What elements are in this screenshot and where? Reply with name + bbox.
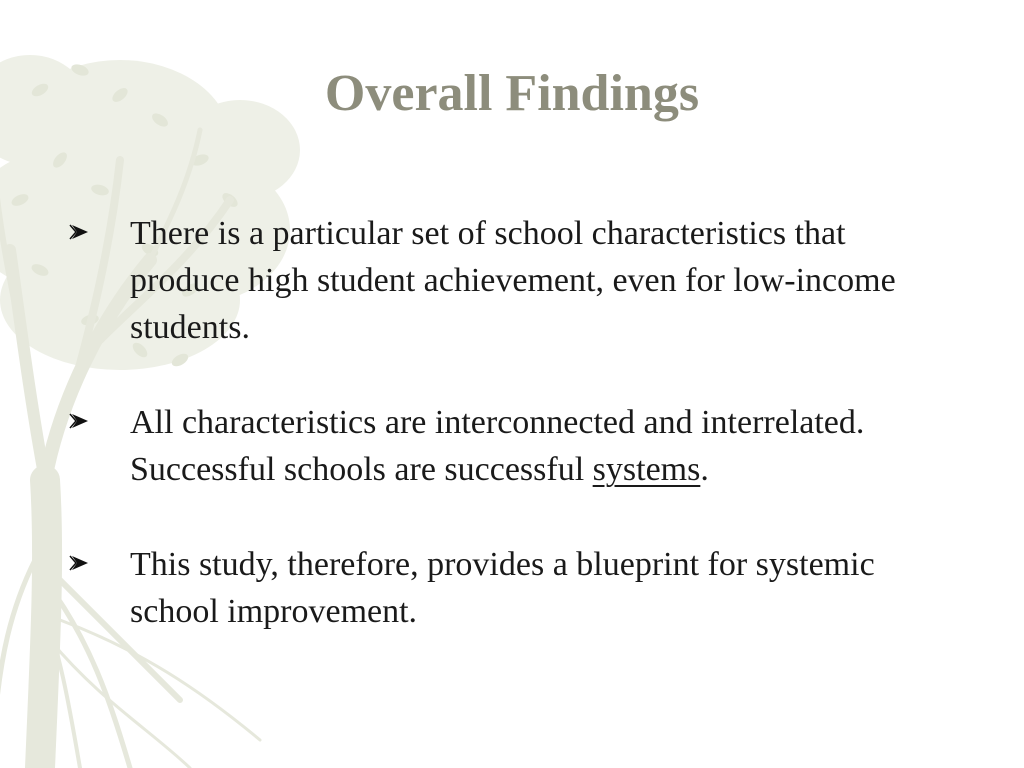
arrowhead-bullet-icon xyxy=(64,210,94,257)
bullet-item xyxy=(62,541,962,635)
bullet-text: This study, therefore, provides a blueprint for systemic school improvement. xyxy=(130,546,875,630)
bullet-text: All characteristics are interconnected and interrelated. Successful schools are successful xyxy=(130,404,865,488)
bullet-item xyxy=(62,210,962,351)
bullet-item xyxy=(62,399,962,493)
bullet-text: There is a particular set of school characteristics that produce high student achievement, even for low-income students. xyxy=(130,215,896,346)
bullet-list xyxy=(62,210,962,683)
slide-title: Overall Findings xyxy=(324,65,700,122)
bullet-text-underlined: systems xyxy=(592,451,701,488)
bullet-text-end: . xyxy=(700,451,709,488)
arrowhead-bullet-icon xyxy=(64,399,94,446)
arrowhead-bullet-icon xyxy=(64,541,94,588)
